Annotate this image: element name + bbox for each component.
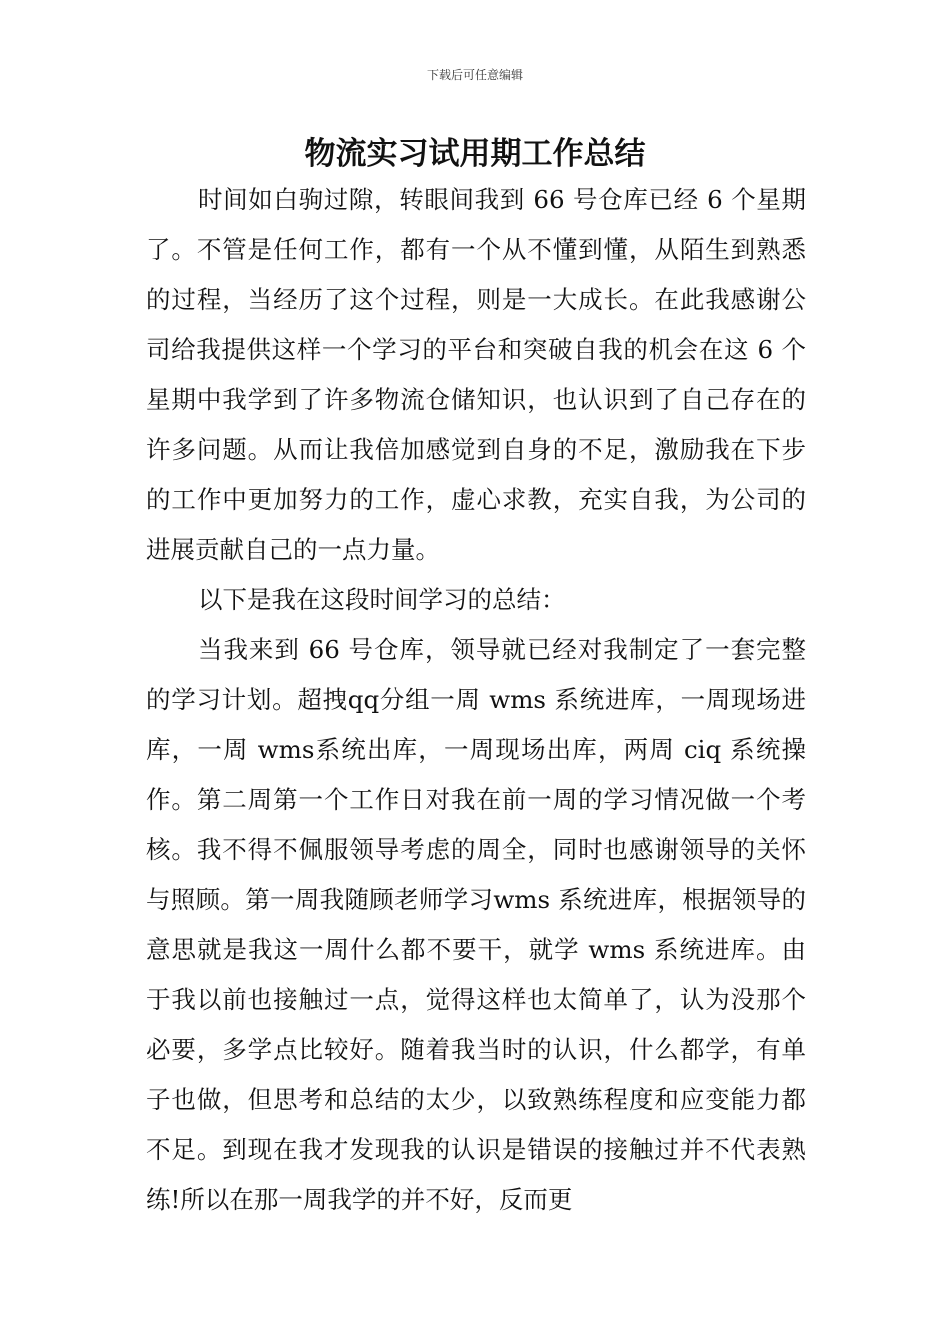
paragraph-intro: 时间如白驹过隙，转眼间我到 66 号仓库已经 6 个星期了。不管是任何工作，都有一个从不懂到懂，从陌生到熟悉的过程，当经历了这个过程，则是一大成长。在此我感谢公司给我提供这样一个学习的平台和突破自我的机会在这 6 个星期中我学到了许多物流仓储知识，也认识到了自己存在的许多问题。从而让我倍加感觉到自身的不足，激励我在下步的工作中更加努力的工作，虚心求教，充实自我，为公司的进展贡献自己的一点力量。 (146, 185, 806, 564)
paragraph-learning-plan: 当我来到 66 号仓库，领导就已经对我制定了一套完整的学习计划。超拽qq分组一周 wms 系统进库，一周现场进库，一周 wms系统出库，一周现场出库，两周 ciq 系统操作。第二周第一个工作日对我在前一周的学习情况做一个考核。我不得不佩服领导考虑的周全，同时也感谢领导的关怀与照顾。第一周我随顾老师学习wms 系统进库，根据领导的意思就是我这一周什么都不要干，就学 wms 系统进库。由于我以前也接触过一点，觉得这样也太简单了，认为没那个必要，多学点比较好。随着我当时的认识，什么都学，有单子也做，但思考和总结的太少，以致熟练程度和应变能力都不足。到现在我才发现我的认识是错误的接触过并不代表熟练!所以在那一周我学的并不好，反而更 (146, 635, 806, 1214)
document-title: 物流实习试用期工作总结 (304, 136, 646, 172)
header-note: 下载后可任意编辑 (426, 68, 523, 82)
paragraph-summary-lead: 以下是我在这段时间学习的总结： (198, 585, 566, 614)
document-body (146, 175, 806, 1225)
